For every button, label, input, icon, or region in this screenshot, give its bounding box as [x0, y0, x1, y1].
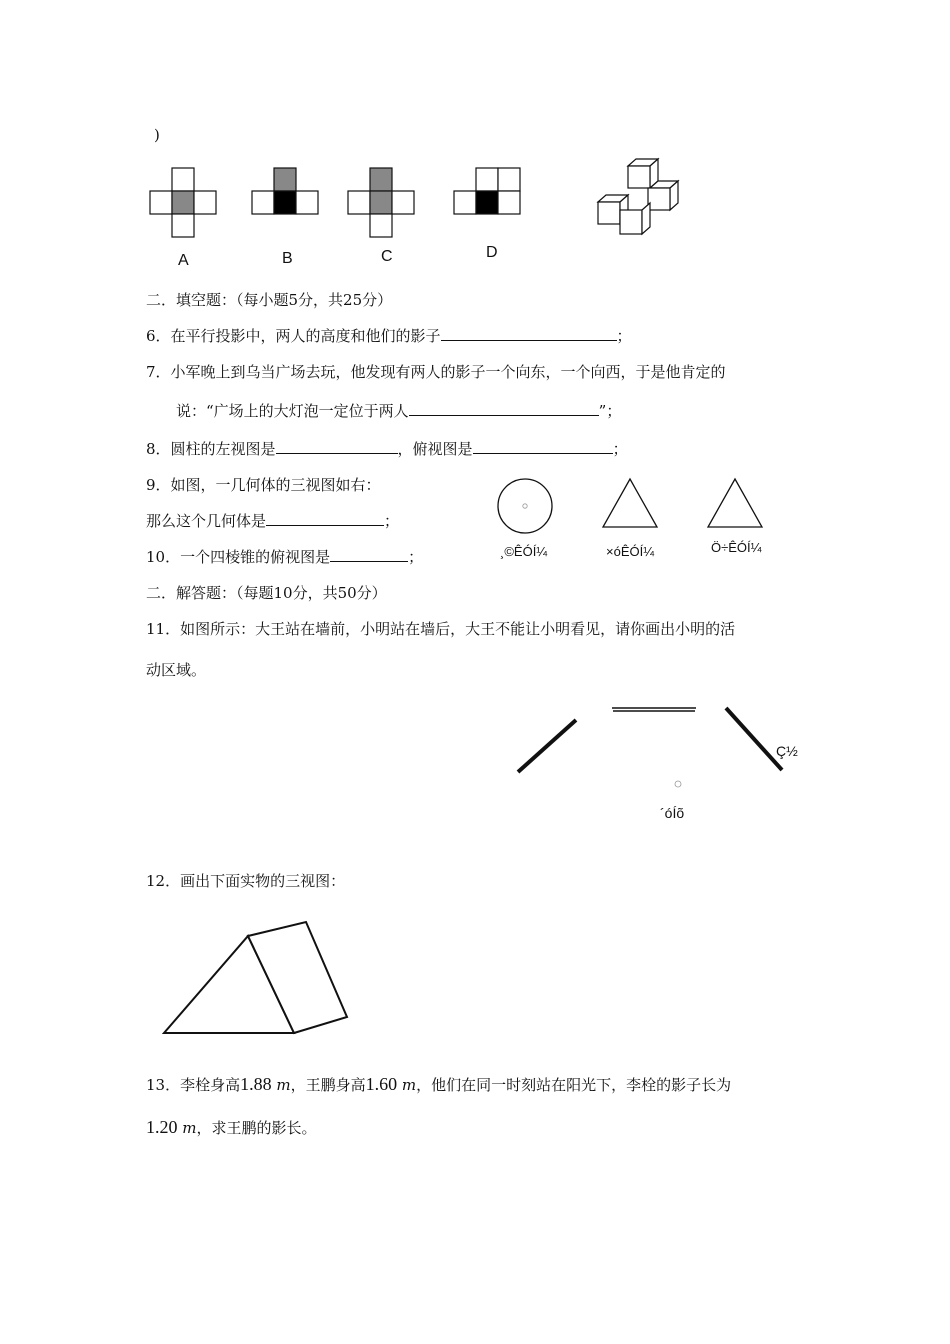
net-figure-a: [150, 167, 218, 239]
question-7-line-2: [176, 400, 621, 421]
wall-label: Ç½: [776, 743, 798, 759]
top-view-label: ¸©ÊÓÍ¼: [500, 544, 548, 559]
answer-blank-9[interactable]: [266, 510, 384, 526]
choice-a-label: A: [178, 252, 189, 269]
question-8: [146, 438, 628, 459]
unit-m-3: m: [182, 1119, 197, 1137]
question-9-end: ；: [384, 512, 400, 530]
question-13-mid1: ，王鹏身高: [290, 1076, 366, 1094]
net-figure-b: [252, 167, 320, 217]
question-13-mid2: ，他们在同一时刻站在阳光下，李栓的影子长为: [416, 1076, 732, 1094]
choice-d-label: D: [486, 244, 498, 261]
question-8-mid: ，俯视图是: [397, 440, 473, 458]
net-figure-c: [348, 167, 416, 239]
dawang-label: ´óÍõ: [660, 805, 685, 821]
front-view-label: Ö÷ÊÓÍ¼: [711, 540, 762, 555]
left-view-label: ×óÊÓÍ¼: [606, 544, 655, 559]
question-11-line-1: 11．如图所示：大王站在墙前，小明站在墙后，大王不能让小明看见，请你画出小明的活: [146, 620, 736, 638]
question-9-line-1: 9．如图，一几何体的三视图如右：: [146, 476, 381, 494]
answer-blank-8a[interactable]: [276, 438, 398, 454]
lishuan-height: 1.88: [240, 1074, 272, 1094]
question-10: [146, 546, 423, 567]
net-figure-d: [454, 167, 522, 217]
question-13-prefix: 13．李栓身高: [146, 1076, 241, 1094]
lishuan-shadow: 1.20: [146, 1117, 178, 1137]
question-10-end: ；: [408, 548, 424, 566]
wangpeng-height: 1.60: [365, 1074, 398, 1094]
top-view-circle: [497, 478, 555, 536]
front-view-triangle: [707, 478, 765, 530]
triangular-prism-figure: [160, 910, 355, 1040]
left-view-triangle: [602, 478, 660, 530]
question-7-text: 说：“广场上的大灯泡一定位于两人: [176, 402, 409, 420]
section-3-heading: 二．解答题：（每题10分，共50分）: [146, 584, 387, 602]
walls-figure: [510, 700, 800, 790]
question-13-suffix: ，求王鹏的影长。: [196, 1119, 317, 1137]
question-10-text: 10．一个四棱锥的俯视图是: [146, 548, 331, 566]
unit-m-1: m: [276, 1076, 291, 1094]
question-6-text: 6．在平行投影中，两人的高度和他们的影子: [146, 327, 441, 345]
question-7-line-1: 7．小军晚上到乌当广场去玩，他发现有两人的影子一个向东，一个向西，于是他肯定的: [146, 363, 726, 381]
choice-c-label: C: [381, 248, 393, 265]
question-7-end: ”；: [598, 402, 622, 420]
answer-blank-10[interactable]: [330, 546, 408, 562]
question-9-text: 那么这个几何体是: [146, 512, 267, 530]
question-6-end: ；: [616, 327, 632, 345]
answer-blank-7[interactable]: [409, 400, 599, 416]
stacked-cubes-figure: [596, 158, 682, 240]
question-12: 12．画出下面实物的三视图：: [146, 872, 346, 890]
section-2-heading: 二．填空题：（每小题5分，共25分）: [146, 291, 393, 309]
closing-paren: ): [154, 126, 160, 144]
unit-m-2: m: [401, 1076, 417, 1094]
question-8-end: ；: [612, 440, 628, 458]
question-9-line-2: [146, 510, 399, 531]
question-8-text: 8．圆柱的左视图是: [146, 440, 276, 458]
answer-blank-6[interactable]: [441, 325, 617, 341]
question-13-line-1: [146, 1074, 731, 1095]
question-6: [146, 325, 632, 346]
question-13-line-2: [146, 1117, 317, 1138]
choice-b-label: B: [282, 250, 293, 267]
answer-blank-8b[interactable]: [473, 438, 613, 454]
question-11-line-2: 动区域。: [146, 661, 207, 679]
